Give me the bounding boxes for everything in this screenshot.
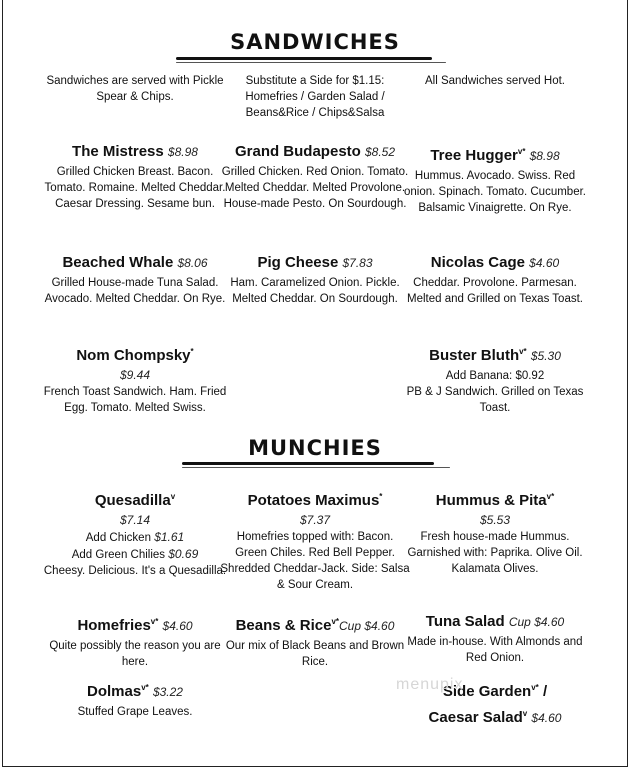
item-name: Pig Cheese <box>257 254 339 271</box>
menu-item-nicolas-cage <box>400 253 590 307</box>
diet-marker: v* <box>517 147 526 156</box>
menu-item-dolmas <box>40 678 230 720</box>
item-price: $4.60 <box>531 711 562 725</box>
item-description: Homefries topped with: Bacon. Green Chiles. Red Bell Pepper. Shredded Cheddar-Jack. Side: Salsa & Sour Cream. <box>220 531 410 591</box>
menu-item-potatoes-maximus <box>220 487 410 593</box>
item-name: Tuna Salad <box>425 613 505 630</box>
munchies-underline <box>182 462 434 465</box>
item-name: Tree Hugger <box>430 147 518 164</box>
item-name: Dolmas <box>87 683 142 700</box>
item-description: Grilled Chicken Breast. Bacon. Tomato. Romaine. Melted Cheddar. Caesar Dressing. Sesame bun. <box>44 166 226 210</box>
addon-price: $0.69 <box>168 547 199 561</box>
diet-marker: v* <box>141 683 149 692</box>
menu-item-buster-bluth <box>400 342 590 416</box>
munchies-underline-thin <box>182 467 450 468</box>
addon-label: Add Green Chilies <box>71 549 166 561</box>
item-name: Beached Whale <box>62 254 174 271</box>
item-description: Stuffed Grape Leaves. <box>77 706 193 718</box>
item-price: $7.14 <box>119 513 151 527</box>
item-description: Fresh house-made Hummus. Garnished with: Paprika. Olive Oil. Kalamata Olives. <box>407 531 583 575</box>
menu-item-quesadilla <box>40 487 230 579</box>
item-description: Grilled House-made Tuna Salad. Avocado. Melted Cheddar. On Rye. <box>44 277 226 305</box>
watermark: menupix <box>396 676 464 693</box>
menu-item-beached-whale <box>40 253 230 307</box>
munchies-title: MUNCHIES <box>248 436 382 460</box>
item-description: Our mix of Black Beans and Brown Rice. <box>225 640 405 668</box>
sandwiches-underline-thin <box>176 62 446 63</box>
menu-item-tuna-salad <box>400 612 590 666</box>
menu-item-the-mistress <box>40 142 230 212</box>
item-price: $8.98 <box>529 149 560 163</box>
item-name: Nom Chompsky <box>76 347 191 364</box>
item-name: Beans & Rice <box>235 617 332 634</box>
item-price: $4.60 <box>162 619 193 633</box>
item-price: Cup $4.60 <box>339 619 395 633</box>
item-description: Hummus. Avocado. Swiss. Red onion. Spinach. Tomato. Cucumber. Balsamic Vinaigrette. On Rye. <box>404 170 586 214</box>
item-price: $8.98 <box>167 145 198 159</box>
item-name: Buster Bluth <box>429 347 520 364</box>
item-name: Hummus & Pita <box>435 492 547 509</box>
item-description: French Toast Sandwich. Ham. Fried Egg. Tomato. Melted Swiss. <box>43 386 227 414</box>
item-description: PB & J Sandwich. Grilled on Texas Toast. <box>406 386 584 414</box>
item-name: Homefries <box>77 617 151 634</box>
item-addon: Add Banana: $0.92 <box>445 370 545 382</box>
item-description: Made in-house. With Almonds and Red Onion. <box>407 636 583 664</box>
diet-marker: * <box>190 347 194 356</box>
item-name: Nicolas Cage <box>430 254 525 271</box>
menu-item-beans-rice <box>220 612 410 670</box>
addon-price: $1.61 <box>154 530 185 544</box>
diet-marker: v* <box>150 617 159 626</box>
sandwich-note-sides: Sandwiches are served with Pickle Spear & Chips. <box>46 75 224 103</box>
item-name: Caesar Salad <box>428 709 523 726</box>
menu-item-hummus-pita <box>400 487 590 577</box>
diet-marker: v* <box>331 617 340 626</box>
menu-item-grand-budapesto <box>220 142 410 212</box>
item-separator: / <box>542 683 548 700</box>
item-price: $7.83 <box>342 256 373 270</box>
sandwiches-underline <box>176 57 432 60</box>
sandwiches-title: SANDWICHES <box>230 30 400 54</box>
sandwich-note-substitute: Substitute a Side for $1.15: Homefries / Garden Salad / Beans&Rice / Chips&Salsa <box>245 75 385 119</box>
item-description: Grilled Chicken. Red Onion. Tomato. Melted Cheddar. Melted Provolone. House-made Pesto. On Sourdough. <box>221 166 409 210</box>
item-price: $5.30 <box>530 349 561 363</box>
item-price: Cup $4.60 <box>508 615 565 629</box>
item-price: $4.60 <box>529 256 560 270</box>
diet-marker: v* <box>531 683 539 692</box>
item-price: $5.53 <box>479 513 511 527</box>
item-name: Grand Budapesto <box>234 143 361 160</box>
item-price: $8.06 <box>177 256 208 270</box>
item-name: The Mistress <box>72 143 164 160</box>
item-description: Cheddar. Provolone. Parmesan. Melted and Grilled on Texas Toast. <box>406 277 583 305</box>
item-price: $3.22 <box>152 685 183 699</box>
item-price: $9.44 <box>119 368 151 382</box>
menu-item-tree-hugger <box>400 142 590 216</box>
menu-item-nom-chompsky <box>40 342 230 416</box>
diet-marker: v* <box>546 492 555 501</box>
addon-label: Add Chicken <box>85 532 151 544</box>
item-description: Ham. Caramelized Onion. Pickle. Melted Cheddar. On Sourdough. <box>230 277 400 305</box>
diet-marker: * <box>379 492 383 501</box>
item-description: Quite possibly the reason you are here. <box>49 640 221 668</box>
item-price: $7.37 <box>299 513 331 527</box>
item-name: Potatoes Maximus <box>247 492 380 509</box>
menu-item-pig-cheese <box>220 253 410 307</box>
item-name: Quesadilla <box>94 492 171 509</box>
menu-item-homefries <box>40 612 230 670</box>
item-name: Side Garden <box>442 683 532 700</box>
item-price: $8.52 <box>365 145 396 159</box>
diet-marker: v <box>522 709 528 718</box>
item-description: Cheesy. Delicious. It's a Quesadilla. <box>43 565 227 577</box>
sandwich-note-hot: All Sandwiches served Hot. <box>425 75 565 87</box>
diet-marker: v <box>170 492 176 501</box>
diet-marker: v* <box>519 347 527 356</box>
